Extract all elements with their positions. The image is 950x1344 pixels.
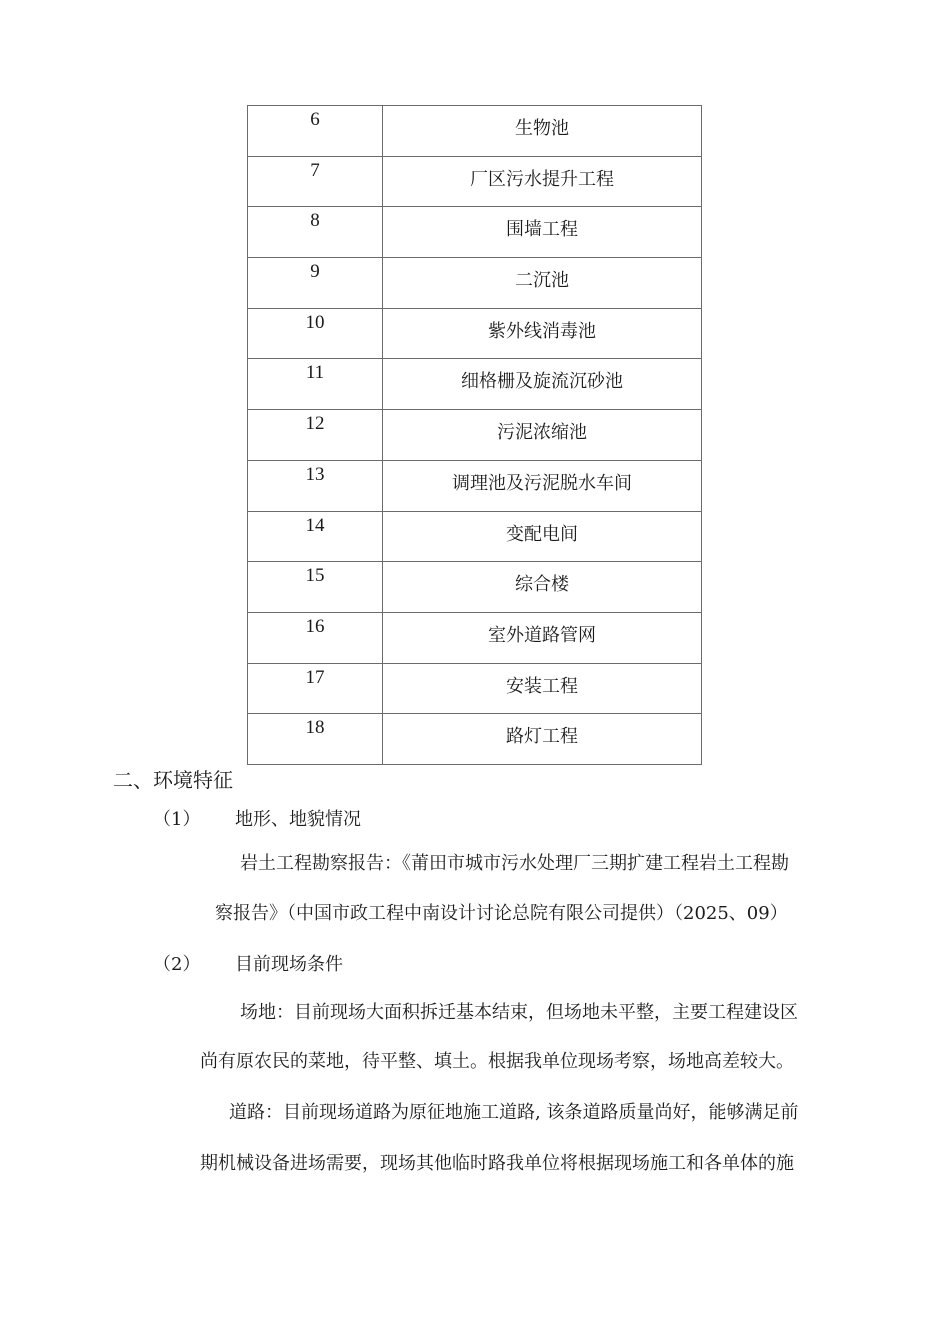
subsection-1-title: 地形、地貌情况 xyxy=(235,809,361,830)
item-number: 17 xyxy=(248,663,383,714)
paragraph-line: 道路：目前现场道路为原征地施工道路, 该条道路质量尚好，能够满足前 xyxy=(229,1102,799,1123)
subsection-1-label: （1） xyxy=(153,809,201,830)
subsection-2-title: 目前现场条件 xyxy=(235,954,343,975)
section-heading: 二、环境特征 xyxy=(113,768,233,792)
item-number: 10 xyxy=(248,308,383,359)
item-number: 15 xyxy=(248,562,383,613)
item-number: 16 xyxy=(248,612,383,663)
item-name: 紫外线消毒池 xyxy=(383,308,702,359)
item-number: 13 xyxy=(248,460,383,511)
item-name: 调理池及污泥脱水车间 xyxy=(383,460,702,511)
table-row xyxy=(248,511,702,562)
item-name: 综合楼 xyxy=(383,562,702,613)
item-name: 污泥浓缩池 xyxy=(383,410,702,461)
item-name: 变配电间 xyxy=(383,511,702,562)
item-number: 6 xyxy=(248,106,383,157)
table-row xyxy=(248,207,702,258)
table-row xyxy=(248,258,702,309)
table-row xyxy=(248,562,702,613)
paragraph-line: 岩土工程勘察报告：《莆田市城市污水处理厂三期扩建工程岩土工程勘 xyxy=(240,853,789,874)
table-row xyxy=(248,714,702,765)
item-name: 路灯工程 xyxy=(383,714,702,765)
item-number: 14 xyxy=(248,511,383,562)
item-number: 7 xyxy=(248,156,383,207)
item-number: 18 xyxy=(248,714,383,765)
paragraph-line: 期机械设备进场需要，现场其他临时路我单位将根据现场施工和各单体的施 xyxy=(200,1153,794,1174)
item-number: 8 xyxy=(248,207,383,258)
table-row xyxy=(248,359,702,410)
table-row xyxy=(248,663,702,714)
item-number: 11 xyxy=(248,359,383,410)
subsection-1-heading xyxy=(153,808,361,832)
subsection-2-label: （2） xyxy=(153,954,201,975)
table-row xyxy=(248,460,702,511)
subsection-2-heading xyxy=(153,953,343,977)
table-row xyxy=(248,308,702,359)
item-name: 二沉池 xyxy=(383,258,702,309)
item-name: 生物池 xyxy=(383,106,702,157)
table-row xyxy=(248,612,702,663)
item-name: 安装工程 xyxy=(383,663,702,714)
item-name: 围墙工程 xyxy=(383,207,702,258)
item-name: 室外道路管网 xyxy=(383,612,702,663)
paragraph-line: 尚有原农民的菜地，待平整、填土。根据我单位现场考察，场地高差较大。 xyxy=(200,1051,794,1072)
table-row xyxy=(248,106,702,157)
item-number: 9 xyxy=(248,258,383,309)
paragraph-line: 察报告》（中国市政工程中南设计讨论总院有限公司提供）（2025、09） xyxy=(215,903,788,924)
table-row xyxy=(248,410,702,461)
item-name: 细格栅及旋流沉砂池 xyxy=(383,359,702,410)
project-items-table xyxy=(247,105,702,765)
item-name: 厂区污水提升工程 xyxy=(383,156,702,207)
paragraph-line: 场地：目前现场大面积拆迁基本结束，但场地未平整，主要工程建设区 xyxy=(240,1002,798,1023)
item-number: 12 xyxy=(248,410,383,461)
table-row xyxy=(248,156,702,207)
